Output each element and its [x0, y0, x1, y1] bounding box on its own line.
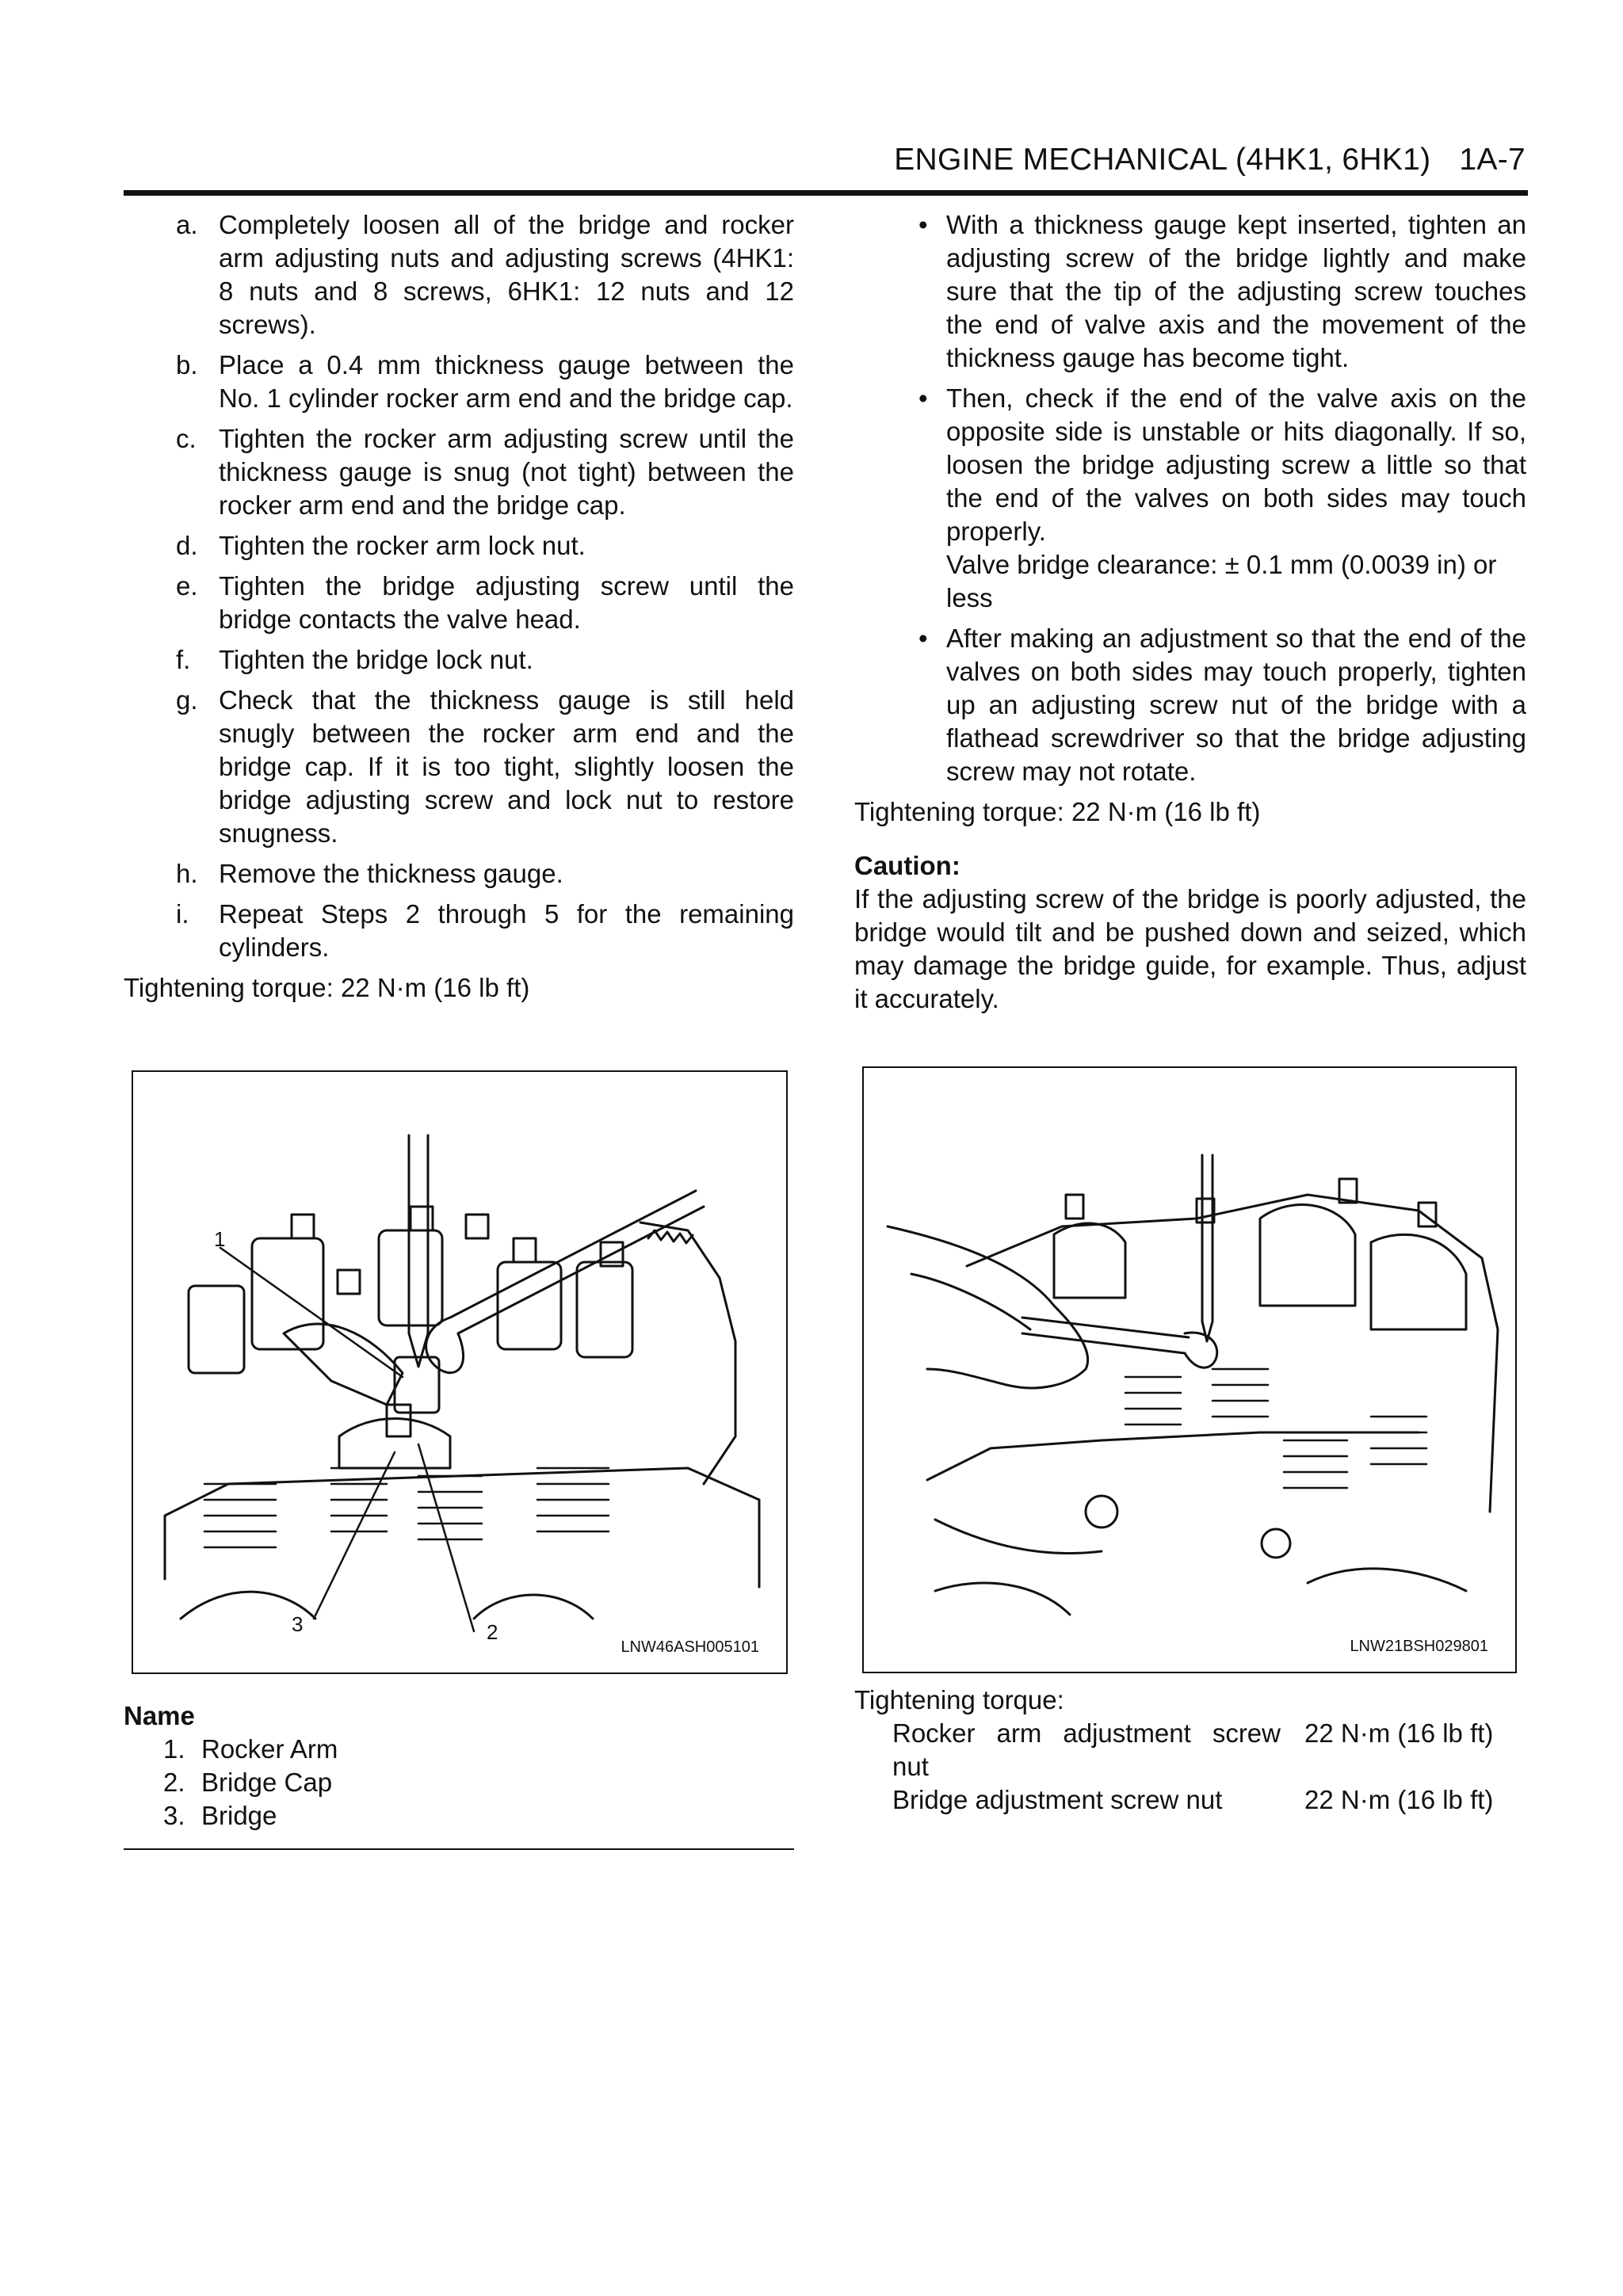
legend-label: Bridge — [201, 1801, 277, 1830]
bullet-marker: • — [918, 210, 928, 239]
torque-row-label: Bridge adjustment screw nut — [892, 1785, 1223, 1814]
step-marker: f. — [176, 645, 191, 674]
figure-code: LNW21BSH029801 — [1350, 1638, 1488, 1655]
step-text: Tighten the bridge lock nut. — [219, 645, 533, 674]
legend-label: Rocker Arm — [201, 1734, 338, 1764]
legend-marker: 2. — [163, 1768, 185, 1797]
legend-heading: Name — [124, 1701, 195, 1730]
step-text: Check that the thickness gauge is still held snugly between the rocker arm end and the bridge cap. If it is too tight, slightly loosen the bridge adjusting screw and lock nut to restore snugness. — [219, 685, 794, 848]
page-number: 1A-7 — [1459, 143, 1526, 177]
step-item — [124, 349, 794, 415]
adjustment-figure — [862, 1066, 1517, 1673]
step-text: Place a 0.4 mm thickness gauge between the No. 1 cylinder rocker arm end and the bridge cap. — [219, 350, 794, 413]
step-marker: g. — [176, 685, 198, 715]
torque-row-value: 22 N·m (16 lb ft) — [1304, 1718, 1494, 1748]
step-marker: d. — [176, 531, 198, 560]
legend-marker: 3. — [163, 1801, 185, 1830]
step-marker: e. — [176, 571, 198, 601]
bullet-item — [854, 382, 1526, 615]
header-rule — [124, 190, 1528, 196]
torque-row-label: Rocker arm adjustment screw nut — [892, 1718, 1281, 1781]
step-text: Remove the thickness gauge. — [219, 859, 563, 888]
adjustment-bullets — [854, 208, 1526, 788]
legend-label: Bridge Cap — [201, 1768, 333, 1797]
bullet-item — [854, 208, 1526, 375]
step-marker: c. — [176, 424, 197, 453]
legend-list — [124, 1733, 794, 1833]
page-header — [852, 143, 1526, 177]
callout-3: 3 — [292, 1612, 304, 1636]
bullet-marker: • — [918, 624, 928, 653]
right-column — [854, 208, 1526, 1016]
step-text: Repeat Steps 2 through 5 for the remaining cylinders. — [219, 899, 794, 962]
rocker-arm-illustration — [133, 1072, 786, 1672]
bullet-item — [854, 622, 1526, 788]
legend-item — [124, 1799, 794, 1833]
tightening-torque: Tightening torque: 22 N·m (16 lb ft) — [124, 973, 530, 1002]
step-marker: i. — [176, 899, 189, 929]
rocker-arm-figure — [132, 1070, 788, 1674]
caution-heading: Caution: — [854, 851, 960, 880]
figure-code: LNW46ASH005101 — [621, 1638, 759, 1656]
tightening-torque: Tightening torque: 22 N·m (16 lb ft) — [854, 797, 1261, 826]
section-title: ENGINE MECHANICAL (4HK1, 6HK1) — [894, 143, 1431, 177]
adjustment-illustration — [864, 1068, 1515, 1672]
bullet-text: After making an adjustment so that the end of the valves on both sides may touch properly, tighten up an adjusting screw nut of the bridge with a flathead screwdriver so that the bridge adjusting screw may not rotate. — [946, 624, 1526, 786]
legend-item — [124, 1766, 794, 1799]
step-text: Completely loosen all of the bridge and rocker arm adjusting nuts and adjusting screws (4HK1: 8 nuts and 8 screws, 6HK1: 12 nuts and 12 screws). — [219, 210, 794, 339]
callout-2: 2 — [487, 1620, 498, 1644]
step-text: Tighten the rocker arm adjusting screw until the thickness gauge is snug (not tight) between the rocker arm end and the bridge cap. — [219, 424, 794, 520]
bullet-marker: • — [918, 383, 928, 413]
legend-marker: 1. — [163, 1734, 185, 1764]
step-item — [124, 422, 794, 522]
step-marker: a. — [176, 210, 198, 239]
bullet-text: With a thickness gauge kept inserted, tighten an adjusting screw of the bridge lightly and make sure that the tip of the adjusting screw touches the end of valve axis and the movement of the thickness gauge has become tight. — [946, 210, 1526, 372]
callout-1: 1 — [214, 1227, 226, 1251]
step-item — [124, 684, 794, 850]
procedure-steps — [124, 208, 794, 964]
bullet-text: Then, check if the end of the valve axis on the opposite side is unstable or hits diagonally. If so, loosen the bridge adjusting screw a little so that the end of the valves on both sides may touch properly. — [946, 383, 1526, 546]
left-column — [124, 208, 794, 1005]
step-marker: b. — [176, 350, 198, 379]
step-marker: h. — [176, 859, 198, 888]
legend-item — [124, 1733, 794, 1766]
step-text: Tighten the rocker arm lock nut. — [219, 531, 586, 560]
torque-row — [854, 1717, 1526, 1783]
step-item — [124, 570, 794, 636]
step-text: Tighten the bridge adjusting screw until the bridge contacts the valve head. — [219, 571, 794, 634]
legend — [124, 1699, 794, 1833]
torque-row — [854, 1783, 1526, 1817]
legend-rule — [124, 1848, 794, 1850]
torque-table-heading: Tightening torque: — [854, 1685, 1064, 1714]
step-item — [124, 857, 794, 891]
step-item — [124, 208, 794, 341]
step-item — [124, 529, 794, 563]
torque-row-value: 22 N·m (16 lb ft) — [1304, 1785, 1494, 1814]
step-item — [124, 643, 794, 677]
clearance-note: Valve bridge clearance: ± 0.1 mm (0.0039 in) or less — [946, 550, 1497, 612]
caution-text: If the adjusting screw of the bridge is poorly adjusted, the bridge would tilt and be pushed down and seized, which may damage the bridge guide, for example. Thus, adjust it accurately. — [854, 884, 1526, 1013]
torque-table — [854, 1684, 1526, 1817]
step-item — [124, 898, 794, 964]
